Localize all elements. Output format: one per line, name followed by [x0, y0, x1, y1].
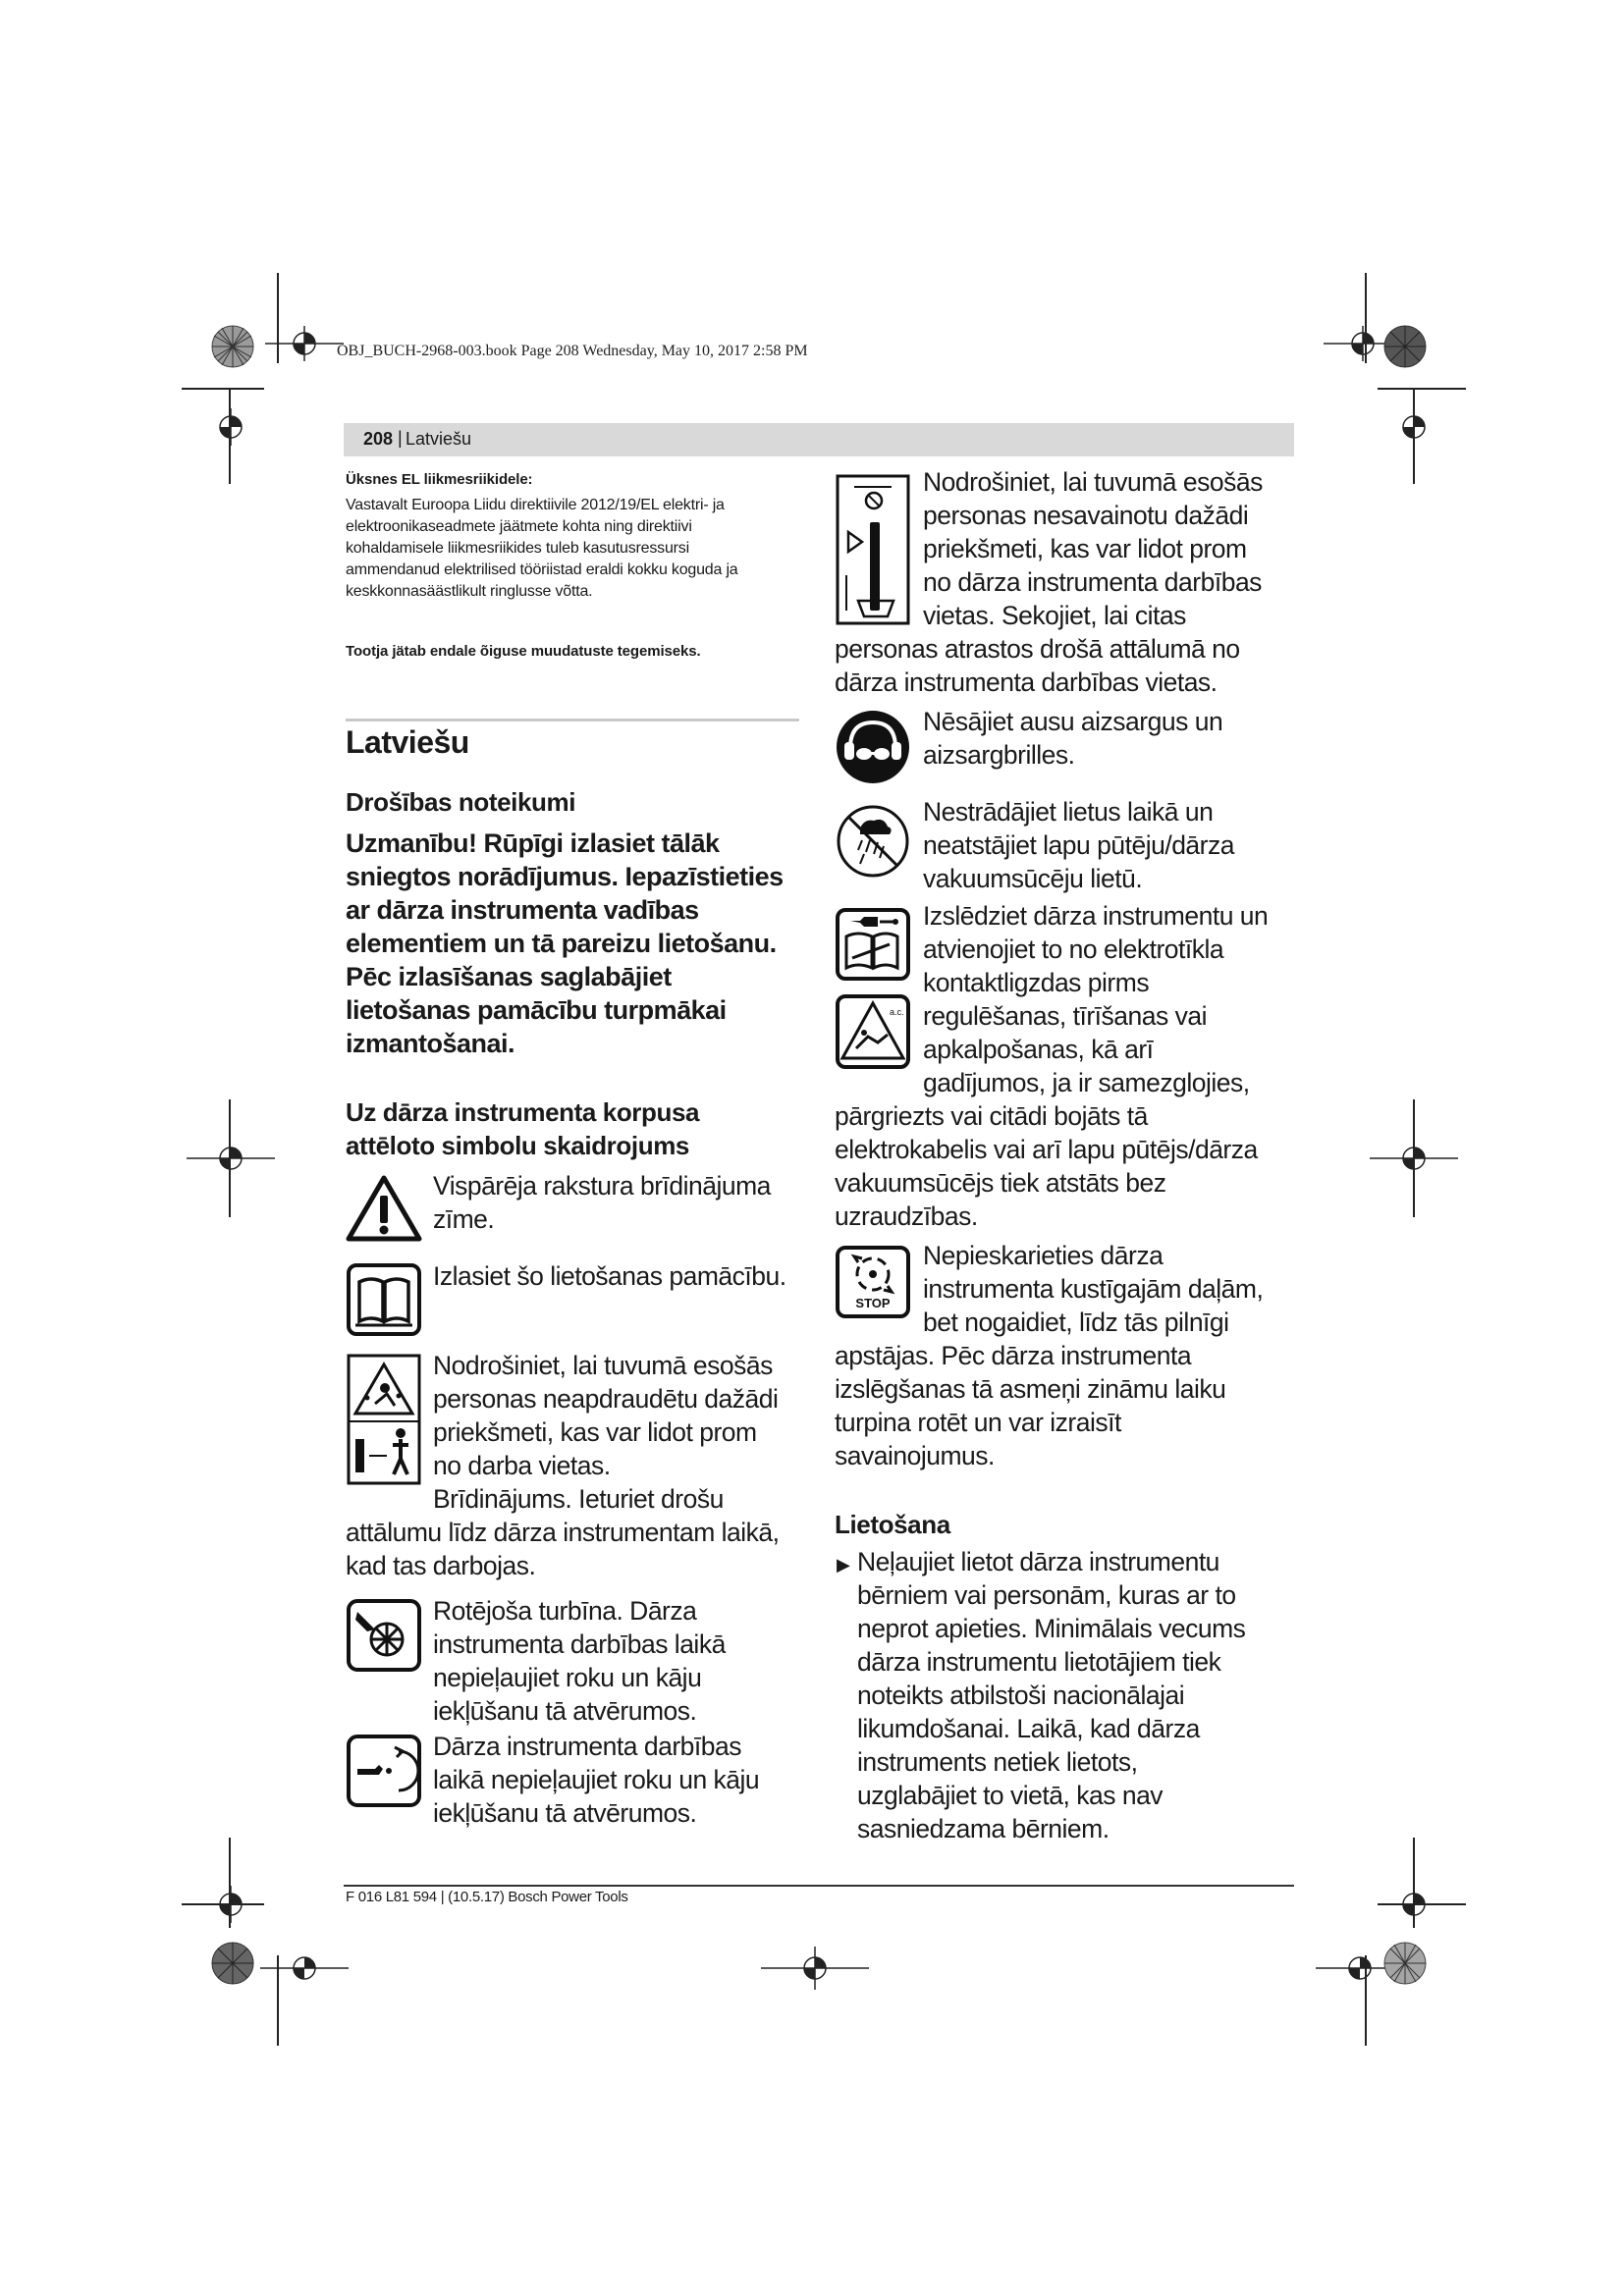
- symbol-text-stop-wrap: [835, 1339, 1306, 1472]
- text-line: izmantošanai.: [346, 1029, 515, 1058]
- text-line: turpina rotēt un var izraisīt: [835, 1408, 1121, 1437]
- usage-heading: Lietošana: [835, 1510, 950, 1539]
- text-line: elektrokabelis vai arī lapu pūtējs/dārza: [835, 1135, 1258, 1164]
- text-line: personas nesavainotu dažādi: [923, 501, 1249, 530]
- safety-intro: [346, 827, 807, 1060]
- rights-note: Tootja jätab endale õiguse muudatuste tegemiseks.: [346, 643, 701, 660]
- text-line: neatstājiet lapu pūtēju/dārza: [923, 830, 1234, 860]
- text-line: Dārza instrumenta darbības: [433, 1732, 741, 1761]
- text-line: dārza instrumentu lietotājiem tiek: [857, 1647, 1221, 1677]
- symbol-text-thrown-objects: [433, 1349, 806, 1516]
- symbol-text-bystanders: [923, 465, 1306, 632]
- estonian-heading: Üksnes EL liikmesriikidele:: [346, 471, 533, 488]
- registration-mark-icon: [260, 1929, 368, 2007]
- text-line: elektroonikaseadmete jäätmete kohta ning direktiivi: [346, 518, 692, 535]
- stop-moving-parts-icon: [835, 1245, 911, 1319]
- text-line: Pēc izlasīšanas saglabājiet: [346, 962, 672, 991]
- text-line: Izlasiet šo lietošanas pamācību.: [433, 1261, 786, 1291]
- text-line: Vastavalt Euroopa Liidu direktiivile 2012/19/EL elektri- ja: [346, 497, 725, 513]
- color-target-icon: [1382, 324, 1428, 369]
- text-line: regulēšanas, tīrīšanas vai: [923, 1001, 1207, 1031]
- text-line: noteikts atbilstoši nacionālajai: [857, 1681, 1185, 1710]
- text-line: laikā nepieļaujiet roku un kāju: [433, 1765, 760, 1794]
- text-line: nepieļaujiet roku un kāju: [433, 1663, 702, 1692]
- registration-mark-icon: [1370, 1114, 1458, 1202]
- text-line: kohaldamisele liikmesriikides tuleb kasutusressursi: [346, 540, 689, 557]
- text-line: no darba vietas.: [433, 1451, 611, 1480]
- text-line: apkalpošanas, kā arī: [923, 1035, 1154, 1064]
- color-target-icon: [1382, 1941, 1428, 1986]
- thrown-objects-distance-icon: [346, 1353, 422, 1486]
- text-line: Nepieskarieties dārza: [923, 1241, 1164, 1270]
- text-line: kad tas darbojas.: [346, 1551, 536, 1580]
- text-line: zīme.: [433, 1204, 495, 1234]
- text-line: Uzmanību! Rūpīgi izlasiet tālāk: [346, 828, 720, 858]
- text-line: priekšmeti, kas var lidot prom: [923, 534, 1247, 563]
- text-line: Izslēdziet dārza instrumentu un: [923, 901, 1269, 931]
- symbol-text-stop: [923, 1239, 1306, 1339]
- warning-triangle-icon: [346, 1174, 422, 1243]
- symbol-text-warning: [433, 1169, 806, 1236]
- color-target-icon: [210, 324, 255, 369]
- symbols-heading: [346, 1095, 807, 1162]
- text-line: bērniem vai personām, kuras ar to: [857, 1580, 1236, 1610]
- text-line: no dārza instrumenta darbības: [923, 567, 1262, 597]
- header-language: Latviešu: [406, 429, 472, 449]
- page-title: Latviešu: [346, 724, 469, 760]
- text-line: Neļaujiet lietot dārza instrumentu: [857, 1547, 1219, 1576]
- text-line: gadījumos, ja ir samezglojies,: [923, 1068, 1250, 1097]
- text-line: instrumenta darbības laikā: [433, 1629, 726, 1659]
- text-line: bet nogaidiet, līdz tās pilnīgi: [923, 1308, 1229, 1337]
- text-line: savainojumus.: [835, 1441, 995, 1470]
- maintenance-warning-icon: [835, 993, 911, 1070]
- hand-openings-icon: [346, 1734, 422, 1808]
- text-line: attālumu līdz dārza instrumentam laikā,: [346, 1518, 780, 1547]
- book-slug: OBJ_BUCH-2968-003.book Page 208 Wednesday, May 10, 2017 2:58 PM: [337, 343, 808, 359]
- text-line: Nodrošiniet, lai tuvumā esošās: [923, 467, 1263, 497]
- symbol-text-manual: [433, 1259, 806, 1293]
- text-line: uzraudzības.: [835, 1201, 978, 1231]
- safety-heading: Drošības noteikumi: [346, 787, 576, 817]
- text-line: personas neapdraudētu dažādi: [433, 1384, 779, 1414]
- registration-mark-icon: [1370, 383, 1458, 471]
- text-line: vakuumsūcēju lietū.: [923, 864, 1143, 893]
- text-line: Nodrošiniet, lai tuvumā esošās: [433, 1351, 773, 1380]
- text-line: vietas. Sekojiet, lai citas: [923, 601, 1186, 630]
- text-line: keskkonnasäästlikult ringlusse võtta.: [346, 583, 593, 600]
- bystanders-distance-icon: [835, 473, 911, 626]
- text-line: ammendanud elektrilised tööriistad eraldi kokku koguda ja: [346, 561, 738, 578]
- text-line: Uz dārza instrumenta korpusa: [346, 1097, 700, 1127]
- text-line: likumdošanai. Laikā, kad dārza: [857, 1714, 1200, 1743]
- svg-text:a.c.: a.c.: [890, 1007, 904, 1017]
- registration-mark-icon: [187, 383, 275, 471]
- read-manual-icon: [346, 1262, 422, 1337]
- text-line: uzglabājiet to vietā, kas nav: [857, 1781, 1164, 1810]
- text-line: Nēsājiet ausu aizsargus un: [923, 707, 1223, 736]
- text-line: iekļūšanu tā atvērumos.: [433, 1696, 697, 1726]
- text-line: elementiem un tā pareizu lietošanu.: [346, 929, 777, 958]
- text-line: priekšmeti, kas var lidot prom: [433, 1417, 757, 1447]
- estonian-paragraph: [346, 495, 797, 603]
- symbol-text-protection: [923, 705, 1306, 772]
- text-line: pārgriezts vai citādi bojāts tā: [835, 1101, 1148, 1131]
- symbol-text-unplug-wrap: [835, 1099, 1306, 1233]
- text-line: Nestrādājiet lietus laikā un: [923, 797, 1214, 827]
- text-line: aizsargbrilles.: [923, 740, 1075, 770]
- text-line: attēloto simbolu skaidrojums: [346, 1131, 689, 1160]
- registration-mark-icon: [187, 1114, 275, 1202]
- unplug-icon: [835, 907, 911, 982]
- symbol-text-bystanders-wrap: [835, 632, 1306, 699]
- symbol-text-openings: [433, 1730, 806, 1830]
- color-target-icon: [210, 1941, 255, 1986]
- symbol-text-thrown-objects-wrap: [346, 1516, 807, 1582]
- text-line: sasniedzama bērniem.: [857, 1814, 1110, 1843]
- text-line: sniegtos norādījumus. Iepazīstieties: [346, 862, 784, 891]
- text-line: ar dārza instrumenta vadības: [346, 895, 699, 925]
- header-separator: |: [398, 428, 403, 448]
- text-line: atvienojiet to no elektrotīkla: [923, 934, 1224, 964]
- text-line: lietošanas pamācību turpmākai: [346, 995, 727, 1025]
- symbol-text-unplug: [923, 899, 1306, 1099]
- text-line: neprot apieties. Minimālais vecums: [857, 1614, 1246, 1643]
- text-line: Vispārēja rakstura brīdinājuma: [433, 1171, 771, 1201]
- registration-mark-icon: [761, 1929, 869, 2007]
- ear-eye-protection-icon: [835, 709, 911, 785]
- text-line: Brīdinājums. Ieturiet drošu: [433, 1484, 724, 1514]
- symbol-text-rain: [923, 795, 1306, 895]
- usage-paragraph: [857, 1545, 1309, 1845]
- page-number: 208: [363, 429, 394, 449]
- bullet-arrow-icon: ▶: [837, 1555, 850, 1575]
- rotating-turbine-icon: [346, 1598, 422, 1673]
- footer-rule: [344, 1885, 1294, 1887]
- text-line: dārza instrumenta darbības vietas.: [835, 667, 1218, 697]
- section-divider: [346, 719, 799, 721]
- text-line: vakuumsūcējs tiek atstāts bez: [835, 1168, 1166, 1198]
- svg-text:STOP: STOP: [855, 1296, 891, 1310]
- text-line: instrumenta kustīgajām daļām,: [923, 1274, 1264, 1304]
- text-line: kontaktligzdas pirms: [923, 968, 1150, 997]
- text-line: personas atrastos drošā attālumā no: [835, 634, 1240, 664]
- text-line: apstājas. Pēc dārza instrumenta: [835, 1341, 1192, 1370]
- text-line: izslēgšanas tā asmeņi zināmu laiku: [835, 1374, 1226, 1404]
- page-header: [344, 423, 1294, 456]
- text-line: iekļūšanu tā atvērumos.: [433, 1798, 697, 1828]
- symbol-text-turbine: [433, 1594, 806, 1728]
- text-line: instruments netiek lietots,: [857, 1747, 1138, 1777]
- page-footer: F 016 L81 594 | (10.5.17) Bosch Power Tools: [346, 1889, 628, 1905]
- no-rain-icon: [835, 803, 911, 880]
- text-line: Rotējoša turbīna. Dārza: [433, 1596, 697, 1626]
